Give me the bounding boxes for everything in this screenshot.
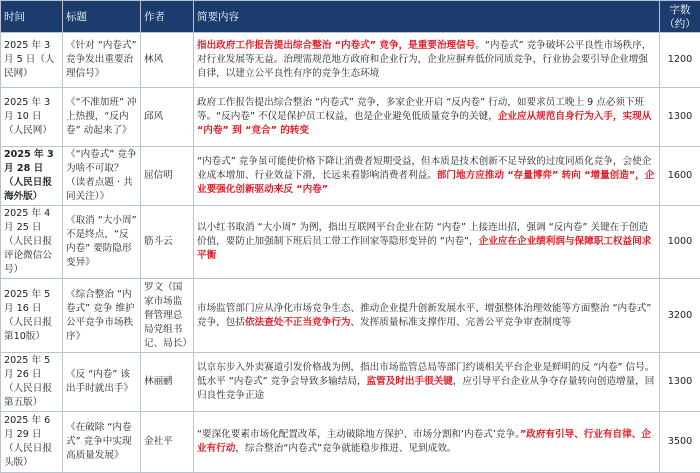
cell-count: 1300 bbox=[660, 88, 700, 147]
table-row bbox=[1, 412, 700, 473]
summary-text: 市场监管部门应从净化市场竞争生态、推动企业提升创新发展水平、增强整体治理效能等方面整治 “内卷式” 竞争，包括 bbox=[197, 303, 651, 328]
cell-time: 2025 年 5 月 26 日（人民日报第五版） bbox=[1, 353, 63, 412]
table-row bbox=[1, 279, 700, 353]
cell-author: 筋斗云 bbox=[141, 206, 194, 279]
header-time: 时间 bbox=[1, 1, 63, 33]
summary-text: “要深化要素市场化配置改革，主动破除地方保护、市场分割和‘内卷式’竞争。 bbox=[197, 429, 520, 440]
cell-title: 《“内卷式” 竞争为啥不可取？（读者点题 · 共同关注）》 bbox=[63, 147, 141, 206]
cell-time: 2025 年 6 月 29 日（人民日报头版） bbox=[1, 412, 63, 473]
cell-title: 《取消 “大小周” 不是终点，“反内卷” 要防隐形变异》 bbox=[63, 206, 141, 279]
cell-summary bbox=[194, 147, 660, 206]
cell-summary bbox=[194, 33, 660, 88]
table-row bbox=[1, 33, 700, 88]
cell-title: 《“不准加班” 冲上热搜，“反内卷” 动起来了》 bbox=[63, 88, 141, 147]
cell-time: 2025 年 4 月 25 日（人民日报评论微信公号） bbox=[1, 206, 63, 279]
summary-highlight: 部门地方应推动 “存量博弈” 转向 “增量创造”，企业要强化创新驱动来反 “内卷” bbox=[197, 170, 654, 195]
summary-text: “内卷式” 竞争虽可能使价格下降让消费者短期受益，但本质是技术创新不足导致的过度同质化竞争，会使企业成本增加、行业效益下滑，长远来看影响消费者利益。 bbox=[197, 156, 651, 181]
cell-time: 2025 年 3 月 28 日（人民日报海外版） bbox=[1, 147, 63, 206]
cell-count: 1600 bbox=[660, 147, 700, 206]
cell-title: 《综合整治 “内卷式” 竞争 维护公平竞争市场秩序》 bbox=[63, 279, 141, 353]
summary-text: 以京东步入外卖赛道引发价格战为例，指出市场监管总局等部门约谈相关平台企业是鲜明的反 “内卷” 信号。低水平 “内卷式” 竞争会导致多输结局， bbox=[197, 362, 654, 387]
cell-title: 《在破除 “内卷式” 竞争中实现高质量发展》 bbox=[63, 412, 141, 473]
cell-count: 1000 bbox=[660, 206, 700, 279]
cell-author: 屈信明 bbox=[141, 147, 194, 206]
header-count: 字数（约） bbox=[660, 1, 700, 33]
cell-author: 林丽鹂 bbox=[141, 353, 194, 412]
table-row bbox=[1, 206, 700, 279]
cell-count: 1200 bbox=[660, 33, 700, 88]
cell-author: 罗文（国家市场监督管理总局党组书记、局长） bbox=[141, 279, 194, 353]
cell-title: 《针对 “内卷式” 竞争发出重要治理信号》 bbox=[63, 33, 141, 88]
cell-author: 邱风 bbox=[141, 88, 194, 147]
summary-text: 政府工作报告提出综合整治 “内卷式” 竞争，多家企业开启 “反内卷” 行动，如要求员工晚上 9 点必须下班等。“反内卷” 不仅是保护员工权益，也是企业避免低质量竞争的关键， bbox=[197, 97, 644, 122]
summary-highlight: 指出政府工作报告提出综合整治 “内卷式” 竞争，是重要治理信号 bbox=[197, 40, 475, 51]
cell-count: 1300 bbox=[660, 353, 700, 412]
header-author: 作者 bbox=[141, 1, 194, 33]
table-header-row bbox=[1, 1, 700, 33]
cell-summary bbox=[194, 88, 660, 147]
cell-summary bbox=[194, 206, 660, 279]
table-row bbox=[1, 353, 700, 412]
table-row bbox=[1, 88, 700, 147]
summary-highlight: 企业应从规范自身行为入手，实现从 “内卷” 到 “竞合” 的转变 bbox=[197, 111, 651, 136]
cell-count: 3200 bbox=[660, 279, 700, 353]
summary-highlight: 依法查处不正当竞争行为 bbox=[245, 317, 351, 328]
summary-text: ，综合整治“内卷式”竞争就能稳步推进、见到成效。 bbox=[235, 443, 456, 454]
header-title: 标题 bbox=[63, 1, 141, 33]
cell-summary bbox=[194, 279, 660, 353]
summary-highlight: 监管及时出手很关键 bbox=[367, 376, 453, 387]
cell-time: 2025 年 5 月 16 日（人民日报第10版） bbox=[1, 279, 63, 353]
cell-count: 3500 bbox=[660, 412, 700, 473]
summary-text: ，应引导平台企业从争夺存量转向创造增量，回归良性竞争正途 bbox=[197, 376, 654, 401]
summary-text: 、发挥质量标准支撑作用、完善公平竞争审查制度等 bbox=[351, 317, 572, 328]
summary-text: 以小红书取消 “大小周” 为例，指出互联网平台企业在防 “内卷” 上接连出招，强调 “反内卷” 关键在于创造价值，要防止加强制下班后员工带工作回家等隐形变异的 “内卷”， bbox=[197, 222, 648, 247]
table-row bbox=[1, 147, 700, 206]
summary-text: 。“内卷式” 竞争破坏公平良性市场秩序，对行业发展等无益。治理需规范地方政府和企业行为，企业应摒弃低价同质竞争，行业协会要引导企业增强自律，以建立公平良性有序的竞争生态环境 bbox=[197, 40, 651, 79]
cell-summary bbox=[194, 412, 660, 473]
cell-time: 2025 年 3 月 10 日（人民网） bbox=[1, 88, 63, 147]
summary-highlight: ”政府有引导、行业有自律、企业有行动 bbox=[197, 429, 651, 454]
cell-summary bbox=[194, 353, 660, 412]
cell-author: 林风 bbox=[141, 33, 194, 88]
cell-time: 2025 年 3 月 5 日（人民网） bbox=[1, 33, 63, 88]
cell-author: 金社平 bbox=[141, 412, 194, 473]
header-summary: 简要内容 bbox=[194, 1, 660, 33]
cell-title: 《反 “内卷” 该出手时就出手》 bbox=[63, 353, 141, 412]
summary-highlight: 企业应在企业绩利润与保障职工权益间求平衡 bbox=[197, 236, 651, 261]
